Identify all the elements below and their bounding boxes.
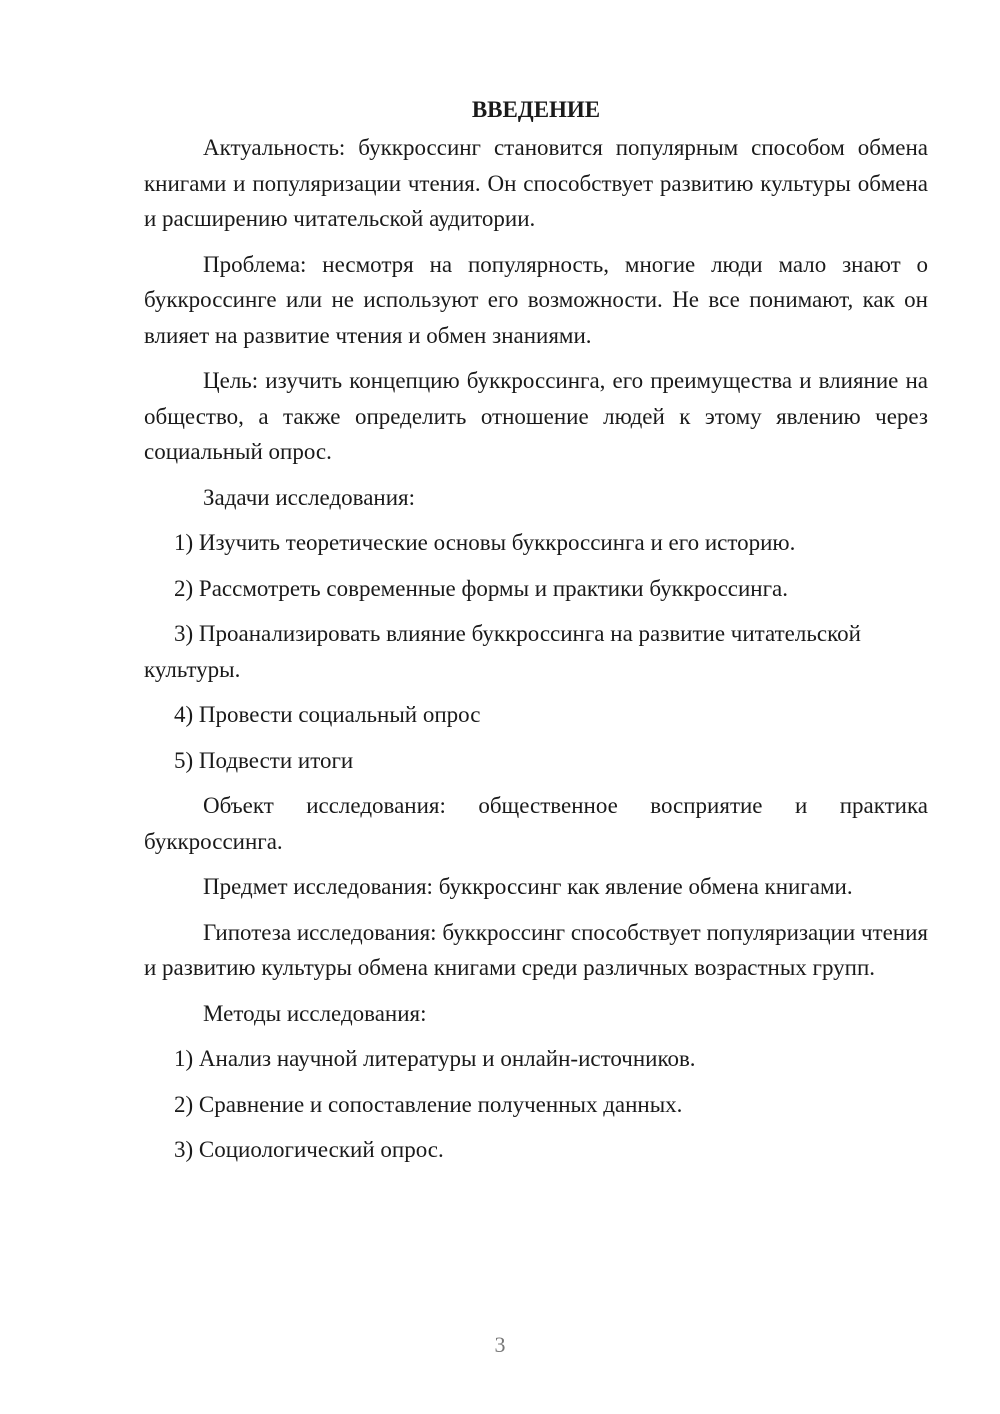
- subject-paragraph: Предмет исследования: буккроссинг как явление обмена книгами.: [203, 874, 853, 899]
- methods-heading: Методы исследования:: [203, 1000, 427, 1026]
- method-item: 1) Анализ научной литературы и онлайн-источников.: [174, 1046, 696, 1071]
- relevance-paragraph: Актуальность: буккроссинг становится популярным способом обмена книгами и популяризации чтения. Он способствует развитию культуры обмена и расширению читательской аудитории.: [144, 135, 928, 231]
- hypothesis-paragraph: Гипотеза исследования: буккроссинг способствует популяризации чтения и развитию культуры обмена книгами среди различных возрастных групп.: [144, 919, 928, 980]
- task-item: 5) Подвести итоги: [174, 747, 354, 773]
- problem-paragraph: Проблема: несмотря на популярность, многие люди мало знают о буккроссинге или не используют его возможности. Не все понимают, как он влияет на развитие чтения и обмен знаниями.: [144, 251, 928, 348]
- method-item: 2) Сравнение и сопоставление полученных данных.: [174, 1091, 683, 1117]
- method-item: 3) Социологический опрос.: [174, 1137, 444, 1162]
- section-title: ВВЕДЕНИЕ: [471, 97, 601, 122]
- task-item: 2) Рассмотреть современные формы и практики буккроссинга.: [174, 575, 789, 601]
- page-number: 3: [494, 1332, 506, 1357]
- task-item: 3) Проанализировать влияние буккроссинга на развитие читательской культуры.: [144, 621, 861, 682]
- tasks-heading: Задачи исследования:: [203, 484, 416, 510]
- goal-paragraph: Цель: изучить концепцию буккроссинга, его преимущества и влияние на общество, а также определить отношение людей к этому явлению через социальный опрос.: [144, 368, 928, 464]
- page-content: [144, 92, 928, 1178]
- task-item: 1) Изучить теоретические основы буккроссинга и его историю.: [174, 530, 796, 555]
- object-paragraph: Объект исследования: общественное восприятие и практика буккроссинга.: [144, 793, 928, 854]
- task-item: 4) Провести социальный опрос: [174, 702, 481, 727]
